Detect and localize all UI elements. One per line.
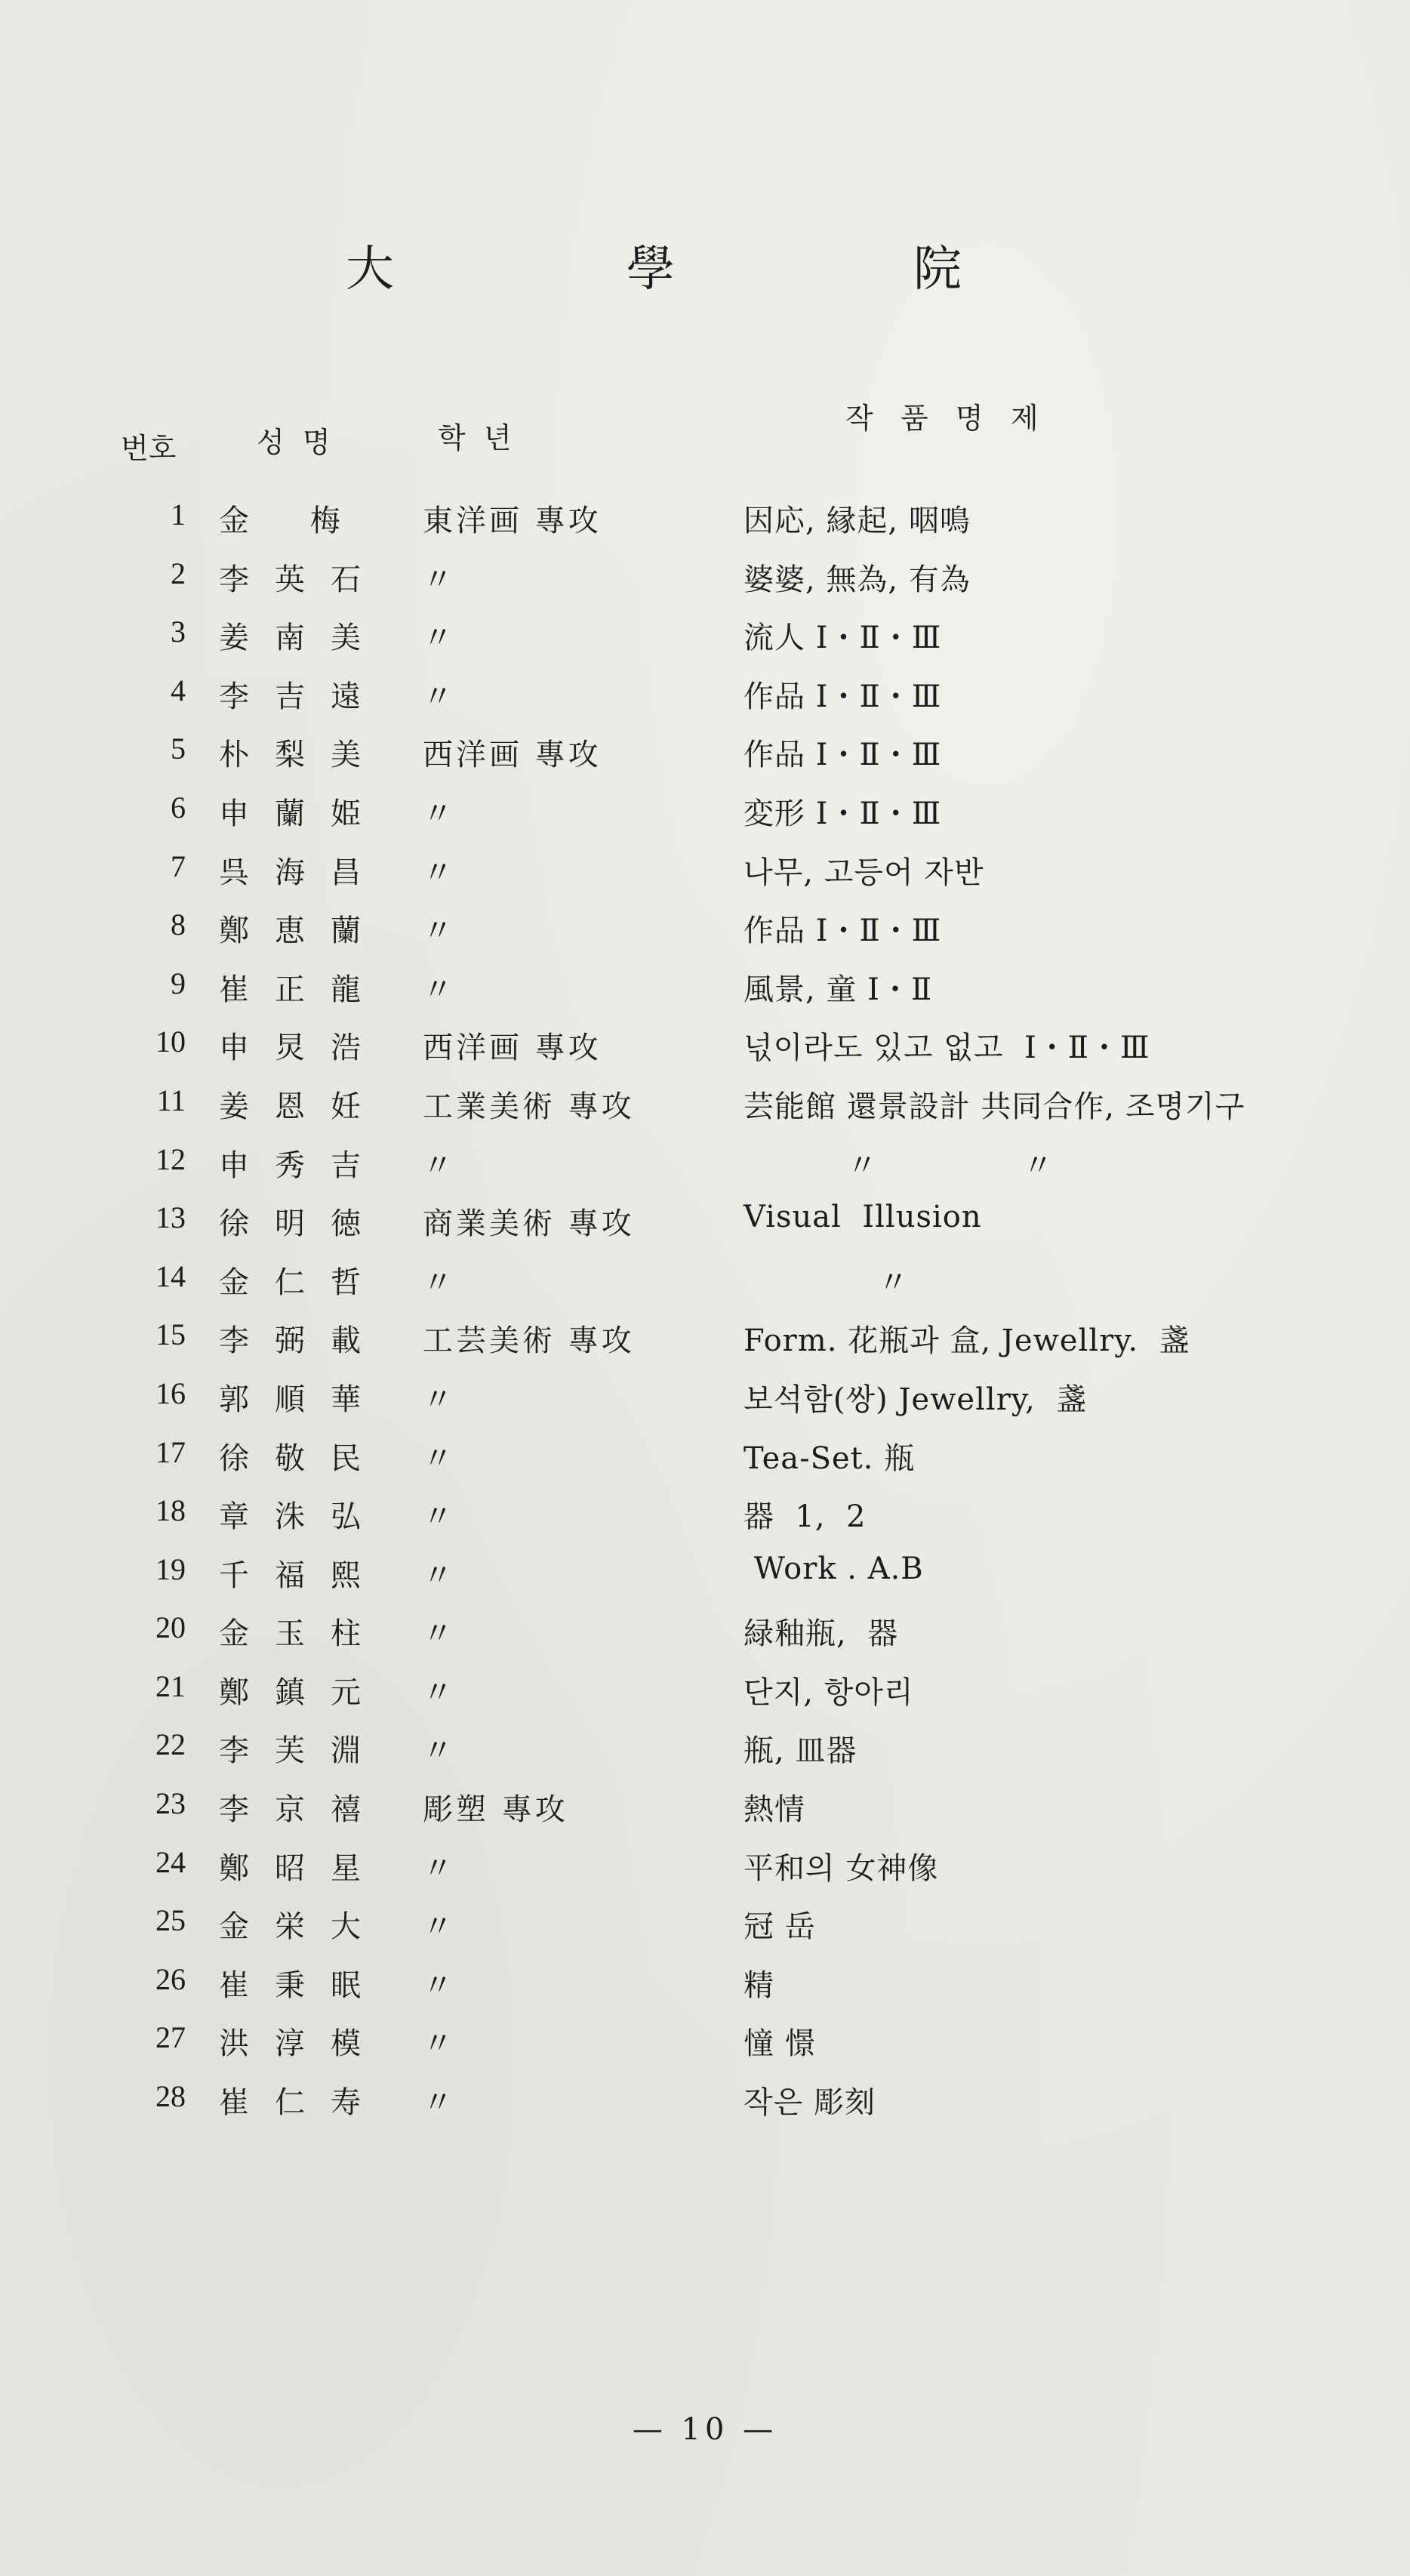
student-major: 東洋画 專攻 — [423, 504, 602, 538]
table-row — [0, 1596, 1410, 1655]
student-name: 金栄大 — [219, 1909, 386, 1945]
header-work-title: 작 품 명 제 — [845, 402, 1039, 435]
work-title: 器 1, 2 — [743, 1499, 867, 1535]
student-major: 〃 — [423, 1733, 456, 1769]
work-title: 流人 Ⅰ・Ⅱ・Ⅲ — [743, 621, 942, 656]
row-number: 9 — [171, 966, 186, 1000]
table-row — [0, 1069, 1410, 1128]
student-name: 徐明徳 — [219, 1206, 386, 1242]
work-title: 瓶, 皿器 — [743, 1733, 857, 1769]
student-name: 千福熙 — [219, 1558, 386, 1593]
work-title: 넋이라도 있고 없고 Ⅰ・Ⅱ・Ⅲ — [743, 1031, 1150, 1066]
title-char: 學 — [626, 242, 675, 297]
student-major: 〃 — [423, 1558, 456, 1593]
work-title: 〃 〃 — [743, 1148, 1054, 1183]
work-title: 보석함(쌍) Jewellry, 盞 — [743, 1382, 1088, 1417]
row-number: 2 — [171, 556, 186, 590]
table-row — [0, 1362, 1410, 1421]
student-major: 〃 — [423, 1675, 456, 1710]
table-row — [0, 1421, 1410, 1480]
work-title: 芸能館 還景設計 共同合作, 조명기구 — [743, 1089, 1245, 1124]
work-title: 作品 Ⅰ・Ⅱ・Ⅲ — [743, 679, 942, 714]
work-title: Form. 花瓶과 盒, Jewellry. 盞 — [743, 1323, 1190, 1359]
work-title: 〃 — [743, 1265, 910, 1300]
student-major: 〃 — [423, 679, 456, 714]
student-name: 呉海昌 — [219, 855, 386, 890]
student-major: 〃 — [423, 1441, 456, 1476]
work-title: 冠 岳 — [743, 1909, 816, 1945]
student-name: 李芙淵 — [219, 1733, 386, 1769]
student-major: 西洋画 專攻 — [423, 1031, 602, 1066]
student-major: 〃 — [423, 1265, 456, 1300]
student-name: 崔秉眠 — [219, 1967, 386, 2003]
student-list — [0, 483, 1410, 2124]
student-major: 〃 — [423, 1499, 456, 1535]
table-row — [0, 1538, 1410, 1597]
table-header — [0, 402, 1410, 465]
student-major: 商業美術 專攻 — [423, 1206, 635, 1242]
student-name: 洪淳模 — [219, 2026, 386, 2062]
row-number: 25 — [155, 1903, 186, 1938]
table-row — [0, 1128, 1410, 1187]
work-title: 憧 憬 — [743, 2026, 816, 2062]
student-name: 姜南美 — [219, 621, 386, 656]
table-row — [0, 542, 1410, 601]
table-row — [0, 835, 1410, 894]
work-title: 因応, 縁起, 咽鳴 — [743, 504, 971, 538]
student-major: 〃 — [423, 562, 456, 597]
student-name: 崔仁寿 — [219, 2085, 386, 2121]
student-name: 申蘭姫 — [219, 796, 386, 831]
row-number: 27 — [155, 2020, 186, 2055]
table-row — [0, 2006, 1410, 2065]
table-row — [0, 1186, 1410, 1245]
student-name: 朴梨美 — [219, 738, 386, 773]
student-name: 章洙弘 — [219, 1499, 386, 1535]
row-number: 21 — [155, 1669, 186, 1703]
student-major: 〃 — [423, 1148, 456, 1183]
table-row — [0, 1010, 1410, 1069]
row-number: 19 — [155, 1551, 186, 1586]
row-number: 6 — [171, 790, 186, 824]
student-major: 〃 — [423, 621, 456, 656]
title-char: 院 — [913, 242, 962, 297]
table-row — [0, 1889, 1410, 1948]
student-name: 鄭鎮元 — [219, 1675, 386, 1710]
table-row — [0, 483, 1410, 542]
table-row — [0, 1303, 1410, 1362]
work-title: 熱情 — [743, 1792, 805, 1828]
work-title: Visual Illusion — [743, 1200, 982, 1235]
table-row — [0, 659, 1410, 718]
student-name: 姜恩妊 — [219, 1089, 386, 1124]
student-major: 〃 — [423, 855, 456, 890]
student-name: 李吉遠 — [219, 679, 386, 714]
row-number: 14 — [155, 1259, 186, 1293]
table-row — [0, 1772, 1410, 1831]
work-title: 단지, 항아리 — [743, 1675, 914, 1710]
row-number: 8 — [171, 907, 186, 942]
row-number: 18 — [155, 1493, 186, 1528]
row-number: 16 — [155, 1376, 186, 1410]
row-number: 13 — [155, 1200, 186, 1235]
work-title: 作品 Ⅰ・Ⅱ・Ⅲ — [743, 914, 942, 949]
table-row — [0, 893, 1410, 952]
row-number: 20 — [155, 1610, 186, 1645]
student-name: 金玉柱 — [219, 1616, 386, 1652]
student-name: 金仁哲 — [219, 1265, 386, 1300]
student-name: 徐敬民 — [219, 1441, 386, 1476]
student-major: 工業美術 專攻 — [423, 1089, 635, 1124]
student-major: 〃 — [423, 1850, 456, 1886]
student-major: 〃 — [423, 972, 456, 1007]
row-number: 10 — [155, 1025, 186, 1059]
work-title: Work . A.B — [743, 1551, 924, 1586]
row-number: 24 — [155, 1844, 186, 1879]
page-title — [0, 230, 1410, 306]
student-major: 〃 — [423, 2026, 456, 2062]
student-major: 〃 — [423, 2085, 456, 2121]
row-number: 4 — [171, 673, 186, 707]
table-row — [0, 1245, 1410, 1304]
header-year: 학 년 — [438, 421, 512, 454]
row-number: 17 — [155, 1434, 186, 1469]
row-number: 11 — [156, 1083, 186, 1117]
student-name: 郭順華 — [219, 1382, 386, 1417]
student-major: 〃 — [423, 1967, 456, 2003]
page-number: — 10 — — [632, 2412, 778, 2447]
work-title: 変形 Ⅰ・Ⅱ・Ⅲ — [743, 796, 942, 831]
student-name: 鄭恵蘭 — [219, 914, 386, 949]
work-title: Tea-Set. 瓶 — [743, 1441, 916, 1476]
row-number: 12 — [155, 1142, 186, 1176]
row-number: 23 — [155, 1786, 186, 1821]
work-title: 作品 Ⅰ・Ⅱ・Ⅲ — [743, 738, 942, 773]
student-major: 工芸美術 專攻 — [423, 1323, 635, 1359]
student-name: 李弼載 — [219, 1323, 386, 1359]
table-row — [0, 2065, 1410, 2124]
row-number: 1 — [171, 498, 186, 532]
student-major: 〃 — [423, 796, 456, 831]
student-name: 申炅浩 — [219, 1031, 386, 1066]
table-row — [0, 717, 1410, 776]
student-name: 金 梅 — [219, 504, 366, 538]
student-name: 李京禧 — [219, 1792, 386, 1828]
student-major: 〃 — [423, 1616, 456, 1652]
table-row — [0, 600, 1410, 659]
student-major: 〃 — [423, 914, 456, 949]
table-row — [0, 1713, 1410, 1772]
row-number: 3 — [171, 615, 186, 649]
student-major: 〃 — [423, 1382, 456, 1417]
work-title: 平和의 女神像 — [743, 1850, 939, 1886]
student-major: 彫塑 專攻 — [423, 1792, 568, 1828]
row-number: 7 — [171, 849, 186, 883]
header-name: 성 명 — [257, 426, 331, 459]
student-major: 〃 — [423, 1909, 456, 1945]
work-title: 작은 彫刻 — [743, 2085, 876, 2121]
work-title: 婆婆, 無為, 有為 — [743, 562, 971, 597]
row-number: 28 — [155, 2079, 186, 2114]
table-row — [0, 776, 1410, 835]
student-name: 鄭昭星 — [219, 1850, 386, 1886]
student-name: 李英石 — [219, 562, 386, 597]
work-title: 緑釉瓶, 器 — [743, 1616, 899, 1652]
work-title: 風景, 童 Ⅰ・Ⅱ — [743, 972, 933, 1007]
work-title: 나무, 고등어 자반 — [743, 855, 984, 890]
table-row — [0, 1831, 1410, 1890]
row-number: 22 — [155, 1727, 186, 1762]
student-name: 崔正龍 — [219, 972, 386, 1007]
student-name: 申秀吉 — [219, 1148, 386, 1183]
row-number: 15 — [155, 1317, 186, 1352]
student-major: 西洋画 專攻 — [423, 738, 602, 773]
table-row — [0, 1479, 1410, 1538]
work-title: 精 — [743, 1967, 774, 2003]
header-number: 번호 — [121, 432, 177, 465]
row-number: 26 — [155, 1961, 186, 1996]
title-char: 大 — [346, 242, 394, 297]
row-number: 5 — [171, 732, 186, 766]
table-row — [0, 1948, 1410, 2007]
table-row — [0, 952, 1410, 1011]
table-row — [0, 1655, 1410, 1714]
